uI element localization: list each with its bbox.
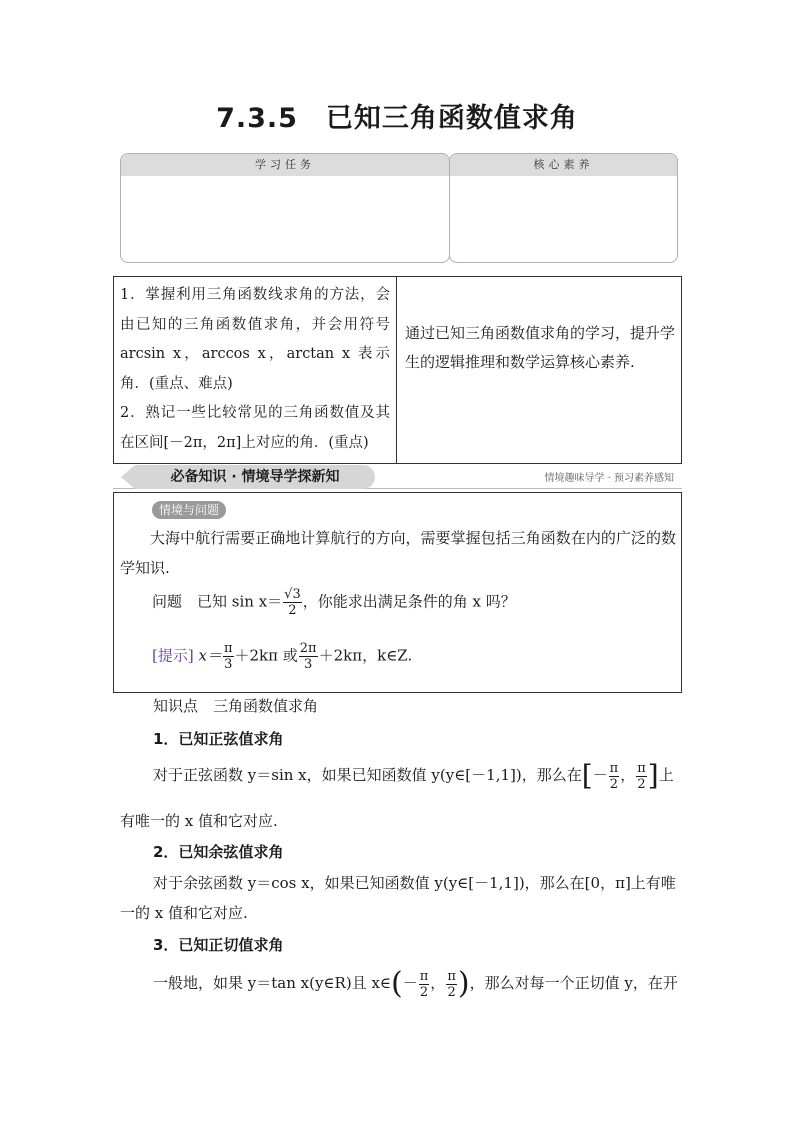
learning-tasks-panel: [120, 153, 450, 263]
s1-minus: －: [592, 766, 608, 784]
section-2-line-1: 对于余弦函数 y＝cos x，如果已知函数值 y(y∈[－1,1])，那么在[0，π]上有唯: [153, 874, 676, 892]
hint-fraction-2: [299, 641, 318, 672]
s3-text-b: ，那么对每一个正切值 y，在开: [469, 974, 678, 992]
s3-f1-num: π: [419, 968, 429, 984]
learning-tasks-header: 学习任务: [121, 154, 449, 176]
s3-fraction-2: [446, 969, 457, 1000]
hint-f1-num: π: [223, 641, 233, 656]
page-title: 7.3.5 已知三角函数值求角: [216, 103, 578, 134]
learning-tasks-cell: [114, 277, 397, 463]
section-3-heading: 3．已知正切值求角: [153, 936, 284, 954]
situation-question: [152, 587, 516, 618]
task-item-1: 1．掌握利用三角函数线求角的方法，会由已知的三角函数值求角，并会用符号 arcsin x，arccos x，arctan x 表示角．(重点、难点): [120, 287, 390, 392]
s3-comma: ，: [430, 974, 446, 992]
question-prefix: 问题 已知 sin x＝: [152, 592, 283, 611]
objectives-header: [120, 153, 678, 263]
hint-x: x＝: [198, 646, 222, 665]
hint-f1-den: 3: [224, 657, 233, 672]
s1-text-a: 对于正弦函数 y＝sin x，如果已知函数值 y(y∈[－1,1])，那么在: [153, 766, 582, 784]
question-frac-den: 2: [288, 603, 297, 618]
section-2-heading: 2．已知余弦值求角: [153, 843, 284, 861]
situation-hint: [152, 641, 412, 672]
core-literacy-header: 核心素养: [450, 154, 677, 176]
s1-text-b: 上: [658, 766, 674, 784]
s3-fraction-1: [419, 969, 430, 1000]
s3-paren-close: ): [457, 966, 470, 1001]
s3-f2-num: π: [447, 968, 456, 984]
hint-f2-num: 2π: [299, 641, 317, 656]
section-3-line-1: [153, 968, 678, 1000]
section-2-line-2: 一的 x 值和它对应.: [120, 904, 248, 922]
section-1-heading: 1．已知正弦值求角: [153, 730, 284, 748]
hint-label: [提示]: [152, 646, 194, 665]
situation-tag: 情境与问题: [152, 501, 226, 519]
section-1-line-2: 有唯一的 x 值和它对应.: [120, 812, 278, 830]
s3-minus: －: [402, 974, 418, 992]
question-frac-num: √3: [284, 587, 301, 602]
s1-f2-num: π: [637, 760, 646, 776]
hint-mid: ＋2kπ 或: [234, 646, 298, 665]
s1-comma: ，: [620, 766, 636, 784]
question-fraction: [283, 587, 302, 618]
situation-text: 大海中航行需要正确地计算航行的方向，需要掌握包括三角函数在内的广泛的数学知识.: [120, 529, 676, 577]
hint-tail: ＋2kπ，k∈Z.: [318, 646, 413, 665]
situation-box: [113, 492, 682, 693]
tasks-table: [113, 276, 682, 464]
s1-fraction-1: [609, 761, 620, 792]
task-item-2: 2．熟记一些比较常见的三角函数值及其在区间[－2π，2π]上对应的角．(重点): [120, 405, 390, 451]
s3-f1-den: 2: [419, 984, 429, 1000]
knowledge-title: 知识点 三角函数值求角: [153, 697, 319, 715]
s1-f1-den: 2: [609, 776, 619, 792]
s3-text-a: 一般地，如果 y＝tan x(y∈R)且 x∈: [153, 974, 392, 992]
s3-f2-den: 2: [447, 984, 456, 1000]
section-banner: [113, 464, 682, 490]
question-suffix: ，你能求出满足条件的角 x 吗？: [302, 592, 516, 611]
hint-f2-den: 3: [304, 657, 313, 672]
core-literacy-panel: [449, 153, 678, 263]
banner-subtitle: 情境趣味导学 · 预习素养感知: [544, 473, 674, 484]
s1-fraction-2: [636, 761, 647, 792]
banner-title: 必备知识 · 情境导学探新知: [135, 465, 375, 489]
hint-fraction-1: [223, 641, 234, 672]
s1-f2-den: 2: [637, 776, 646, 792]
s1-interval-open: [: [581, 759, 593, 792]
section-1-line-1: [153, 760, 674, 792]
core-literacy-cell: 通过已知三角函数值求角的学习，提升学生的逻辑推理和数学运算核心素养.: [405, 324, 676, 371]
s1-interval-close: ]: [647, 759, 659, 792]
s3-paren-open: (: [391, 966, 403, 1001]
s1-f1-num: π: [609, 760, 619, 776]
